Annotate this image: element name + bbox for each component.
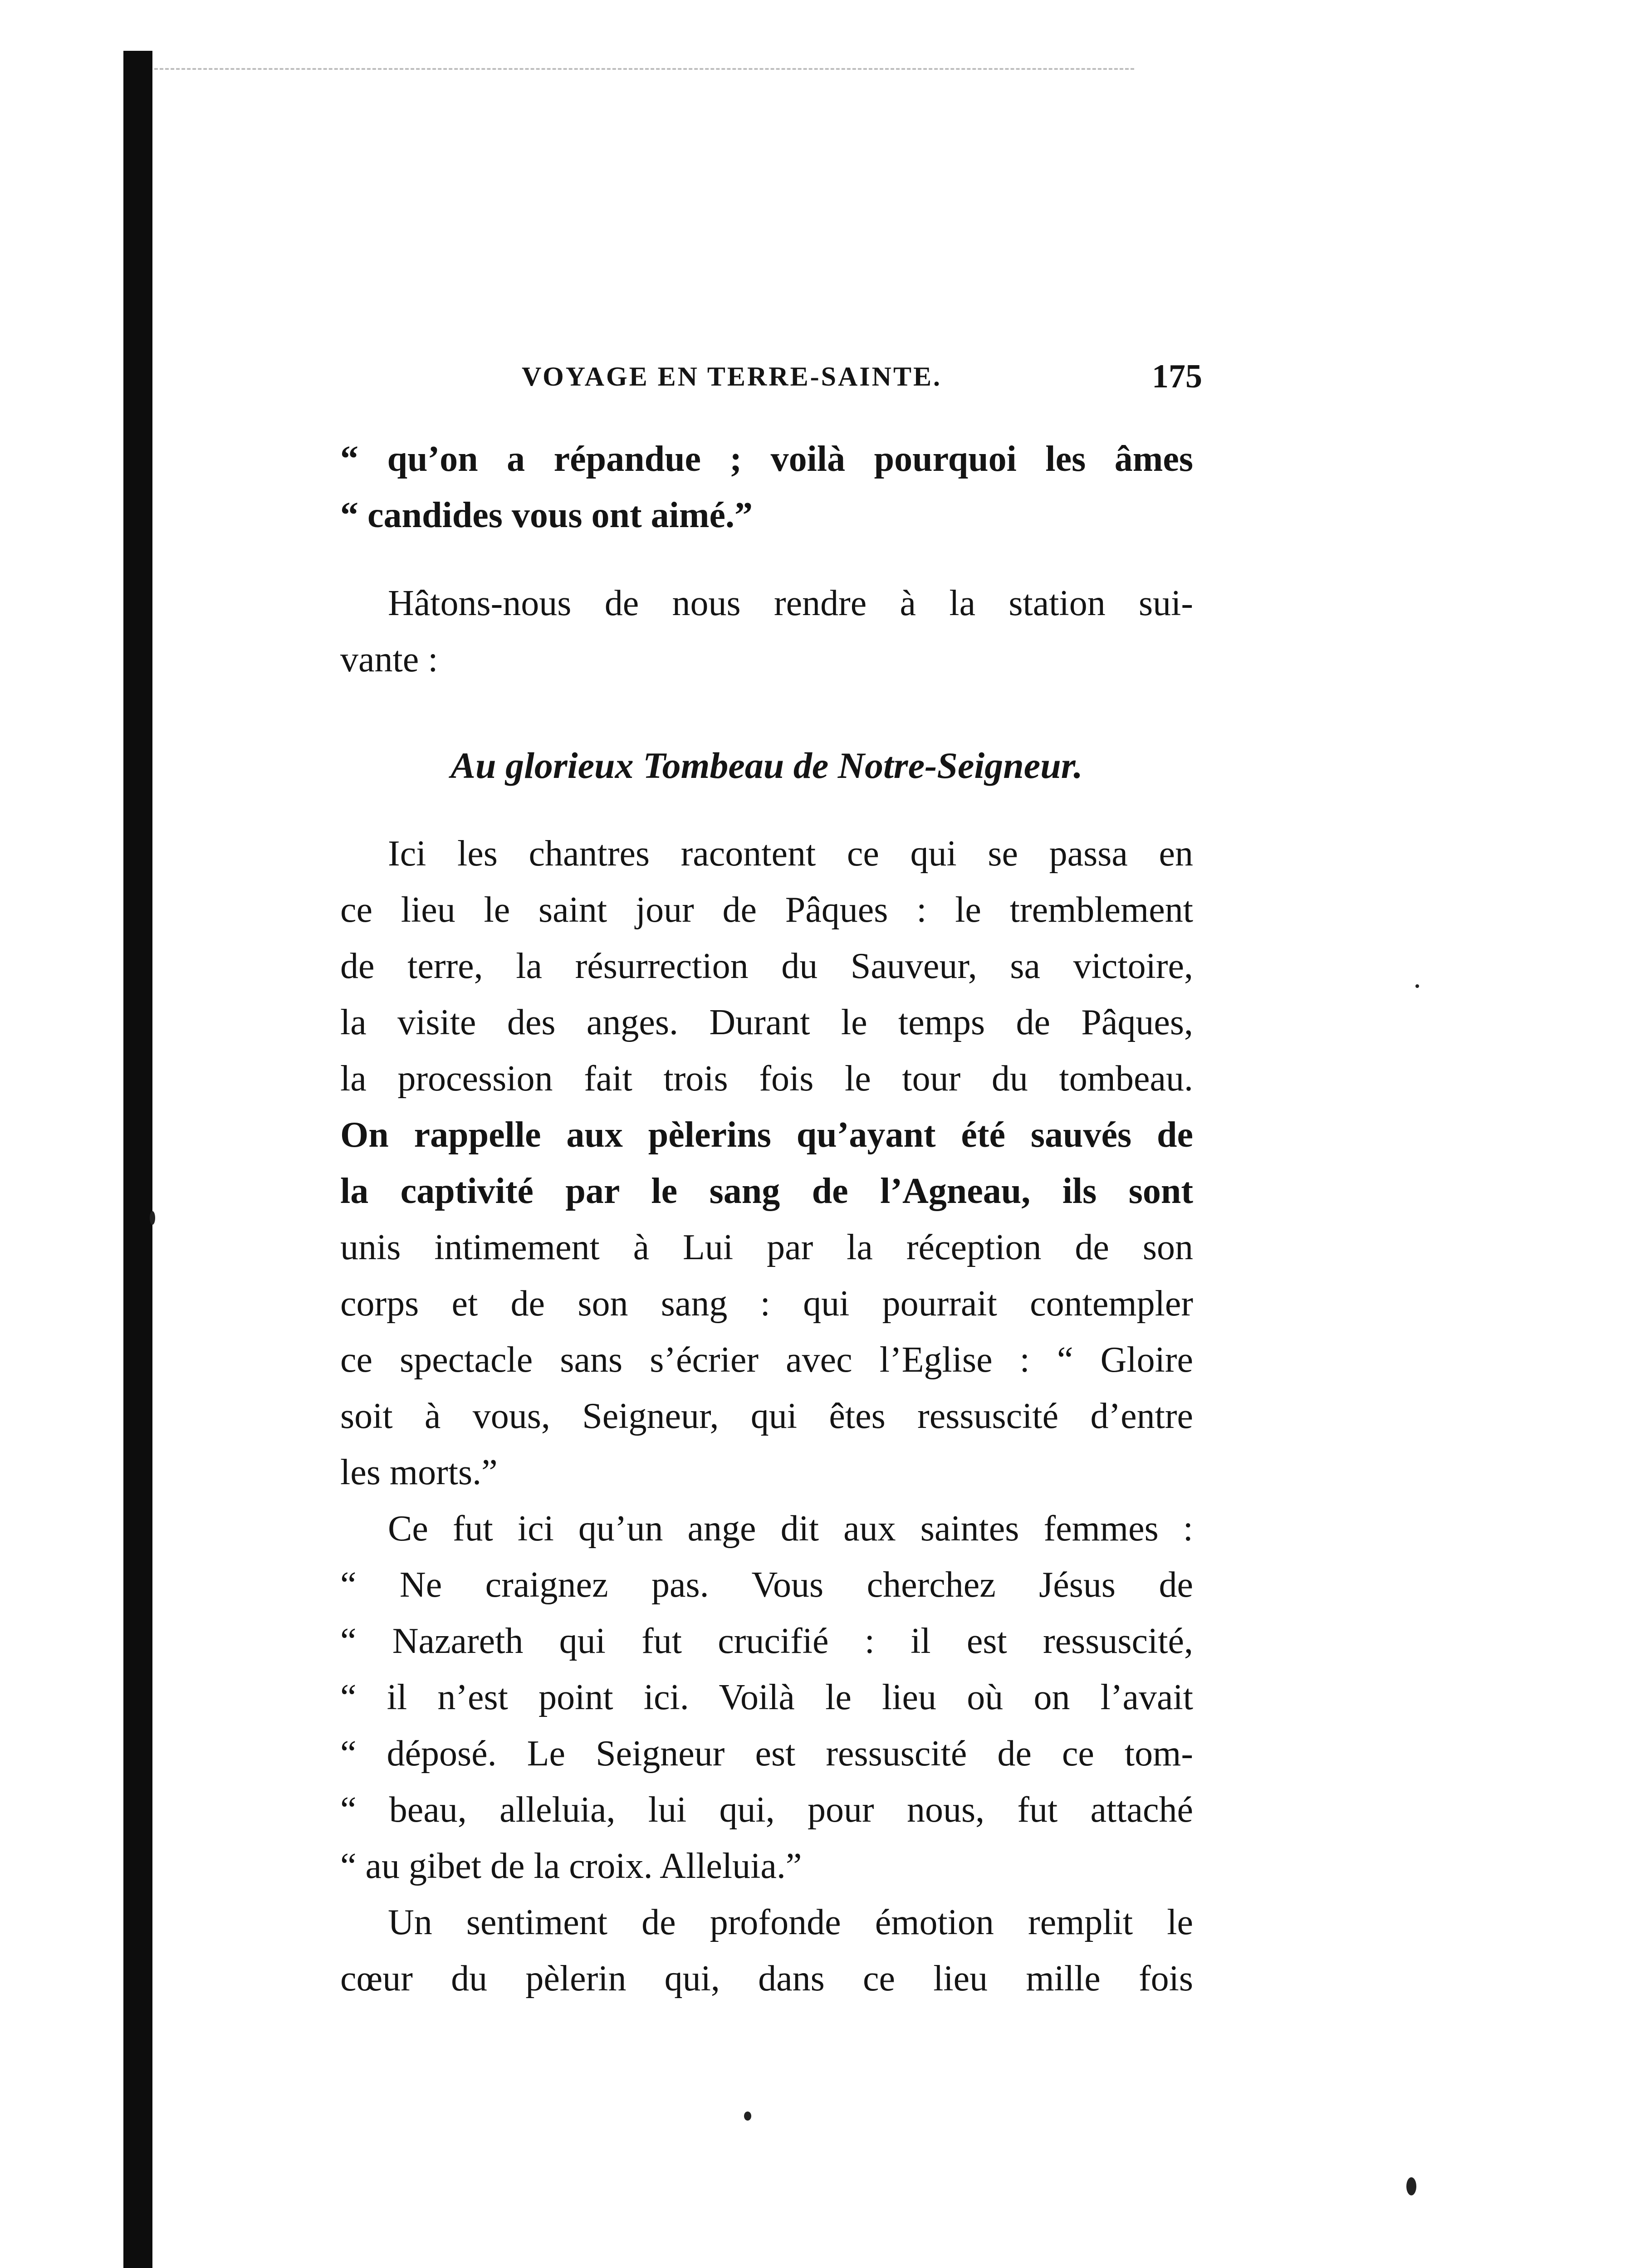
- running-title: VOYAGE EN TERRE-SAINTE.: [522, 362, 942, 391]
- text-line: unis intimement à Lui par la réception de son: [340, 1227, 1193, 1267]
- body-text: [340, 431, 1193, 2007]
- text-line: la procession fait trois fois le tour du tombeau.: [340, 1059, 1193, 1099]
- scan-speck: [1415, 984, 1419, 988]
- section-heading: Au glorieux Tombeau de Notre-Seigneur.: [450, 745, 1083, 786]
- scan-top-edge: [154, 68, 1134, 70]
- text-line: On rappelle aux pèlerins qu’ayant été sauvés de: [340, 1115, 1193, 1155]
- quote-line: “ Ne craignez pas. Vous cherchez Jésus de: [340, 1565, 1193, 1605]
- text-line: “ candides vous ont aimé.”: [340, 495, 753, 535]
- text-line: soit à vous, Seigneur, qui êtes ressuscité d’entre: [340, 1396, 1193, 1436]
- paragraph-start: Ce fut ici qu’un ange dit aux saintes femmes :: [388, 1509, 1193, 1549]
- quote-line: “ au gibet de la croix. Alleluia.”: [340, 1846, 802, 1886]
- binding-edge: [123, 51, 152, 2268]
- paragraph-start: Hâtons-nous de nous rendre à la station sui-: [388, 583, 1193, 623]
- scan-speck: [150, 1211, 155, 1225]
- quote-line: “ Nazareth qui fut crucifié : il est ressuscité,: [340, 1621, 1193, 1661]
- text-line: la captivité par le sang de l’Agneau, ils sont: [340, 1171, 1193, 1211]
- running-header: [340, 354, 1202, 399]
- paragraph-start: Ici les chantres racontent ce qui se passa en: [388, 834, 1193, 874]
- text-line: ce spectacle sans s’écrier avec l’Eglise : “ Gloire: [340, 1340, 1193, 1380]
- text-line: de terre, la résurrection du Sauveur, sa victoire,: [340, 946, 1193, 986]
- text-line: ce lieu le saint jour de Pâques : le tremblement: [340, 890, 1193, 930]
- text-line: vante :: [340, 640, 438, 679]
- scan-speck: [744, 2112, 751, 2121]
- quote-line: “ il n’est point ici. Voilà le lieu où on l’avait: [340, 1677, 1193, 1717]
- paragraph-start: Un sentiment de profonde émotion remplit le: [388, 1902, 1193, 1942]
- page-number: 175: [1152, 358, 1202, 395]
- scan-speck: [1406, 2177, 1416, 2195]
- quote-line: “ beau, alleluia, lui qui, pour nous, fut attaché: [340, 1790, 1193, 1830]
- text-line: les morts.”: [340, 1452, 498, 1492]
- text-line: corps et de son sang : qui pourrait contempler: [340, 1284, 1193, 1324]
- quote-line: “ déposé. Le Seigneur est ressuscité de ce tom-: [340, 1734, 1193, 1774]
- text-line: “ qu’on a répandue ; voilà pourquoi les âmes: [340, 439, 1193, 479]
- text-line: cœur du pèlerin qui, dans ce lieu mille fois: [340, 1959, 1193, 1999]
- text-line: la visite des anges. Durant le temps de Pâques,: [340, 1002, 1193, 1042]
